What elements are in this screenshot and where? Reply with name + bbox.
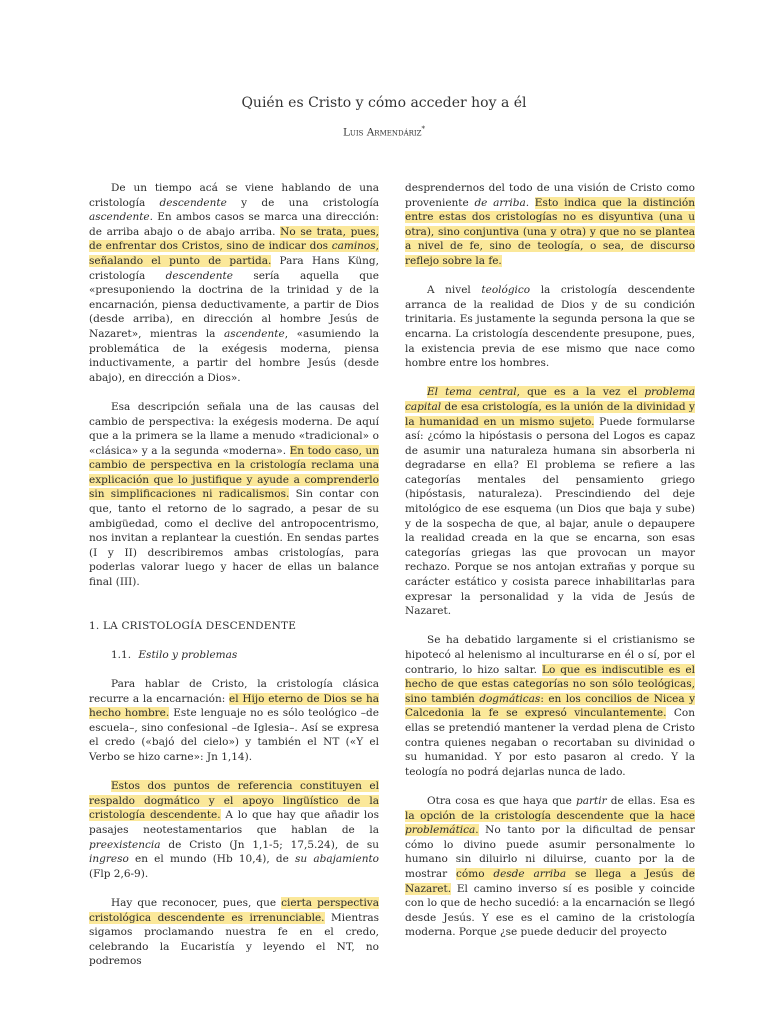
text-run: Esa descripción señala una de las causas del cambio de perspectiva: la exégesis moderna. De aquí que a la primera se la llame a menudo «tradicional» o «clásica» y a la segunda «moderna». — [89, 400, 379, 457]
text-run: (Flp 2,6-9). — [89, 867, 149, 880]
paragraph — [89, 181, 379, 385]
highlighted-text: cómo — [456, 867, 494, 880]
text-run: en el mundo (Hb 10,4), de — [128, 853, 296, 866]
text-run: Con ellas se pretendió mantener la verdad plena de Cristo contra quienes negaban o recortaban su divinidad o su humanidad. Y por esto pasaron al credo. Y la teología no podrá dejarlas nunca de lado. — [405, 707, 695, 778]
subsection-number: 1.1. — [111, 648, 132, 661]
text-run: Hay que reconocer, pues, que — [111, 896, 282, 909]
paragraph — [89, 779, 379, 881]
text-run: , «asumiendo la problemática de la exégesis moderna, piensa inductivamente, a partir del hombre Jesús (desde abajo), en dirección a Dios». — [89, 327, 380, 384]
highlighted-text: desde arriba — [493, 867, 567, 880]
text-run: sería aquella que «presuponiendo la doctrina de la trinidad y de la encarnación, piensa deductivamente, a partir de Dios (desde arriba), en dirección al hombre Jesús de Nazaret», mientras la — [89, 269, 379, 340]
highlighted-text: : en los concilios de Nicea y Calcedonia la fe se expresó vinculantemente. — [405, 692, 696, 720]
highlighted-text: problemática — [405, 824, 476, 837]
paragraph — [405, 283, 695, 371]
text-run: De un tiempo acá se viene hablando de una cristología — [89, 182, 379, 209]
text-run: de arriba — [474, 196, 526, 209]
text-run: preexistencia — [89, 838, 161, 851]
text-run: ascendente — [224, 327, 285, 340]
paragraph — [89, 677, 379, 765]
text-run: desprendernos del todo de una visión de Cristo como proveniente — [405, 182, 695, 209]
text-run: su abajamiento — [295, 853, 379, 866]
highlighted-text: se llega a Jesús de Nazaret. — [405, 867, 695, 895]
highlighted-text: El tema central — [427, 386, 517, 399]
text-run: . En ambos casos se marca una dirección: de arriba abajo o de abajo arriba. — [89, 211, 379, 238]
text-run: teológico — [481, 284, 531, 297]
text-run: ascendente — [89, 211, 150, 224]
text-run: la cristología descendente arranca de la realidad de Dios y de su condición trinitaria. Es justamente la segunda persona la que se encarna. La cristología descendente presupone, pues, la existencia previa de ese mismo que nace como hombre entre los hombres. — [405, 284, 695, 370]
text-run: partir — [576, 794, 607, 807]
paragraph — [405, 633, 695, 779]
article-title: Quién es Cristo y cómo acceder hoy a él — [241, 95, 527, 111]
left-column — [89, 181, 379, 969]
highlighted-text: Esto indica que la distinción entre estas dos cristologías no es disyuntiva (una u otra), sino conjuntiva (una y otra) y que no se plantea a nivel de fe, sino de teología, o sea, de discurso reflejo sobre la fe. — [405, 196, 695, 267]
text-run: descendente — [165, 269, 233, 282]
text-run: de Cristo (Jn 1,1-5; 17,5.24), de su — [160, 838, 379, 851]
highlighted-text: problema capital — [405, 386, 695, 413]
highlighted-text: . — [475, 824, 479, 837]
highlighted-text: En todo caso, un cambio de perspectiva en la cristología reclama una explicación que lo justifique y ayude a comprenderlo sin simplificaciones ni radicalismos. — [89, 444, 379, 501]
highlighted-text: , que es a la vez el — [516, 386, 645, 399]
text-run: Sin contar con que, tanto el retorno de lo sagrado, a pesar de su ambigüedad, como el declive del antropocentrismo, nos invitan a replantear la cuestión. En sendas partes (I y II) describiremos ambas cristologías, para poderlas valorar luego y hacer de ellas un balance final (III). — [89, 488, 379, 589]
paragraph — [89, 896, 379, 969]
text-run: Este lenguaje no es sólo teológico –de escuela–, sino confesional –de Iglesia–. Así se expresa el credo («bajó del cielo») y también el NT («Y el Verbo se hizo carne»: Jn 1,14). — [89, 707, 379, 763]
highlighted-text: el Hijo eterno de Dios se ha hecho hombre. — [89, 692, 379, 720]
highlighted-text: Estos dos puntos de referencia constituyen el respaldo dogmático y el apoyo lingüístico de la cristología descendente. — [89, 780, 379, 822]
text-run: A nivel — [427, 284, 482, 297]
paragraph — [405, 385, 695, 619]
highlighted-text: , señalando el punto de partida. — [89, 240, 379, 267]
author-name: Luis Armendáriz — [342, 126, 422, 139]
text-run: y de una cristología — [226, 196, 379, 209]
highlighted-text: la opción de la cristología descendente que la hace — [405, 809, 695, 822]
text-run: Para hablar de Cristo, la cristología clásica recurre a la encarnación: — [89, 678, 379, 705]
text-run: . — [525, 196, 535, 209]
highlighted-text: No se trata, pues, de enfrentar dos Cristos, sino de indicar dos — [89, 225, 379, 253]
paragraph — [89, 400, 379, 590]
text-run: El camino inverso sí es posible y coincide con lo que de hecho sucedió: a la encarnación se llegó desde Jesús. Y ese es el camino de la cristología moderna. Porque ¿se puede deducir del proyecto — [405, 882, 695, 939]
text-run: Mientras sigamos proclamando nuestra fe en el credo, celebrando la Eucaristía y leyendo el NT, no podremos — [89, 911, 380, 968]
text-run: A lo que hay que añadir los pasajes neotestamentarios que hablan de la — [89, 809, 379, 836]
highlighted-text: Lo que es indiscutible es el hecho de que estas categorías no son sólo teológicas, sino también — [405, 663, 695, 705]
text-run: descendente — [159, 196, 227, 209]
text-run: Para Hans Küng, cristología — [89, 254, 379, 282]
paragraph — [405, 794, 695, 940]
highlighted-text: caminos — [331, 240, 376, 253]
text-run: Otra cosa es que haya que — [427, 794, 577, 807]
highlighted-text: dogmáticas — [479, 692, 541, 705]
text-run: No tanto por la dificultad de pensar cómo lo divino puede asumir personalmente lo humano sin diluirlo ni diluirse, cuanto por la de mostrar — [405, 824, 695, 880]
article-author — [0, 125, 768, 139]
subsection-title: Estilo y problemas — [138, 648, 238, 661]
highlighted-text: de esa cristología, es la unión de la divinidad y la humanidad en un mismo sujeto. — [405, 400, 695, 428]
section-heading: 1. LA CRISTOLOGÍA DESCENDENTE — [89, 619, 297, 632]
text-run: Puede formularse así: ¿cómo la hipóstasis o persona del Logos es capaz de asumir una naturaleza humana sin absorberla ni degradarse en ella? El problema se refiere a las categorías mentales del pensamiento griego (hipóstasis, naturaleza). Prescindiendo del deje mitológico de ese esquema (un Dios que baja y sube) y de la sospecha de que, al bajar, anule o depaupere la realidad creada en la que se encarna, son esas categorías griegas las que provocan un mayor rechazo. Porque se nos antojan extrañas y porque su carácter estático y cosista parece inhabilitarlas para expresar la personalidad y la vida de Jesús de Nazaret. — [405, 415, 696, 618]
highlighted-text: cierta perspectiva cristológica descendente es irrenunciable. — [89, 896, 379, 924]
subsection-heading — [89, 648, 379, 663]
paragraph — [405, 181, 695, 269]
text-run: ingreso — [89, 853, 129, 866]
right-column — [405, 181, 695, 940]
text-run: de ellas. Esa es — [606, 794, 695, 807]
text-run: Se ha debatido largamente si el cristianismo se hipotecó al helenismo al inculturarse en él o sí, por el contrario, lo hizo saltar. — [405, 634, 695, 676]
author-footnote-mark: * — [421, 125, 426, 133]
